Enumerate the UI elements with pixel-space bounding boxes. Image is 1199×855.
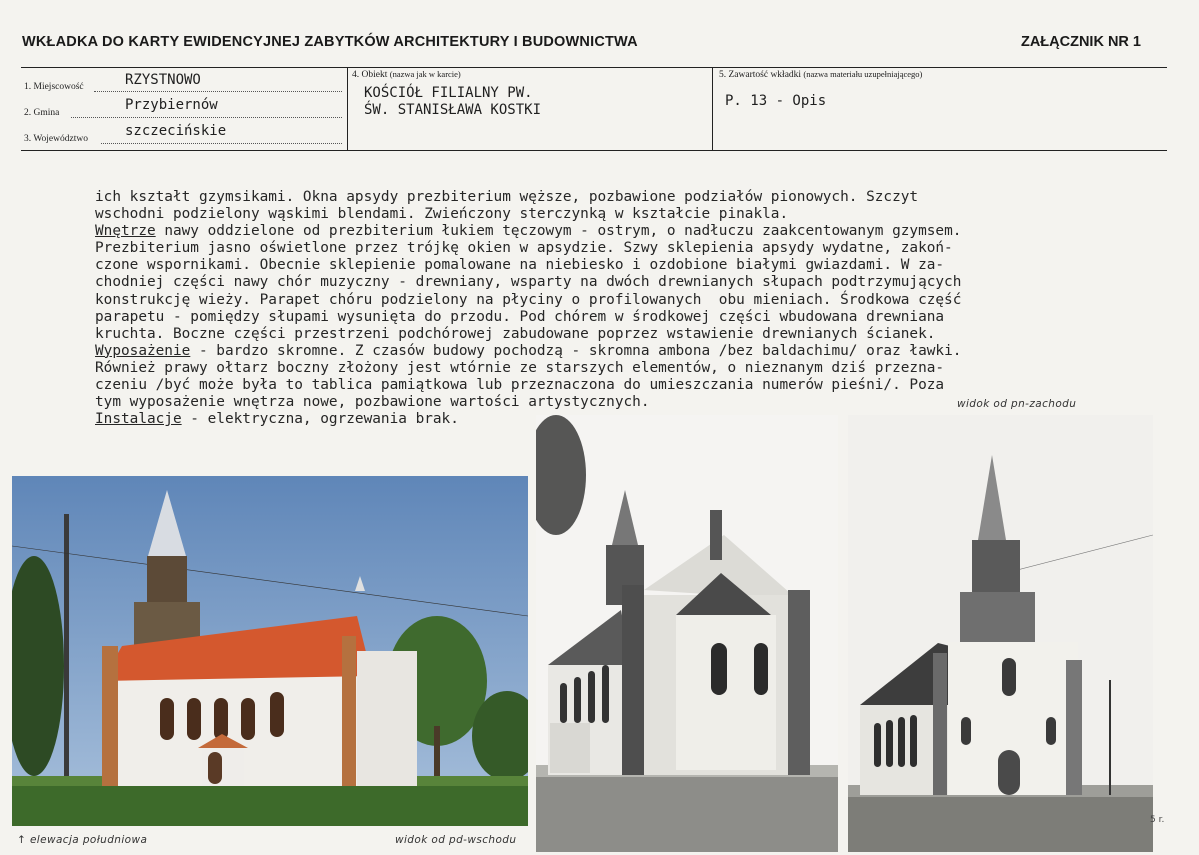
location-column [21, 68, 347, 150]
text-line: wschodni podzielony wąskimi blendami. Zwieńczony sterczynką w kształcie pinakla. [95, 206, 789, 223]
text-line: parapetu - pomiędzy słupami wysunięta do przodu. Pod chórem w środkowej części wbudowana drewniana [95, 308, 945, 325]
photo-southeast-view [536, 415, 838, 852]
miejscowosc-label: 1. Miejscowość [24, 82, 84, 92]
text-line: czone wspornikami. Obecnie sklepienie pomalowane na niebiesko i ozdobione białymi gwiazdami. W za- [95, 257, 945, 274]
caption-photo2: widok od pd-wschodu [395, 834, 517, 846]
text-line: chodniej części nawy chór muzyczny - drewniany, wsparty na dwóch drewnianych słupach podtrzymujących [95, 274, 962, 291]
text-line: Instalacje - elektryczna, ogrzewania brak. [95, 411, 459, 428]
text-line: ich kształt gzymsikami. Okna apsydy prezbiterium węższe, pozbawione podziałów pionowych. Szczyt [95, 189, 919, 205]
obiekt-header: 4. Obiekt (nazwa jak w karcie) [352, 69, 461, 80]
photo-south-elevation [12, 476, 528, 826]
section-heading-wnetrze: Wnętrze [95, 223, 156, 240]
miejscowosc-value: RZYSTNOWO [125, 72, 201, 88]
text-line: Również prawy ołtarz boczny złożony jest wtórnie ze starszych elementów, o nieznanym dziś przezna- [95, 359, 945, 376]
section-heading-wyposazenie: Wyposażenie [95, 342, 191, 359]
text-line: Wyposażenie - bardzo skromne. Z czasów budowy pochodzą - skromna ambona /bez baldachimu/ oraz ławki. [95, 342, 962, 359]
description-text [95, 189, 1155, 428]
section-heading-instalacje: Instalacje [95, 411, 182, 428]
text-line: kruchta. Boczne części przestrzeni podchórowej zabudowane poprzez wstawienie drewnianych ścianek. [95, 325, 936, 342]
document-title: WKŁADKA DO KARTY EWIDENCYJNEJ ZABYTKÓW ARCHITEKTURY I BUDOWNICTWA [22, 34, 638, 50]
text-line: Prezbiterium jasno oświetlone przez trójkę okien w apsydzie. Szwy sklepienia apsydy wydatne, zakoń- [95, 240, 953, 257]
form-header-row [21, 67, 1167, 151]
zawartosc-header: 5. Zawartość wkładki (nazwa materiału uzupełniającego) [719, 69, 923, 80]
zawartosc-value: P. 13 - Opis [725, 93, 827, 109]
annex-number: ZAŁĄCZNIK NR 1 [1020, 34, 1141, 50]
object-column [347, 68, 713, 150]
content-column [712, 68, 1168, 150]
text-line: Wnętrze nawy oddzielone od prezbiterium łukiem tęczowym - ostrym, o nadłuczu zaakcentowanym gzymsem. [95, 223, 962, 240]
photo-northwest-view [848, 415, 1153, 852]
text-line: czeniu /być może była to tablica pamiątkowa lub przeznaczona do umieszczania numerów pieśni/. Poza [95, 377, 945, 394]
page-number: 5 r. [1150, 815, 1165, 825]
obiekt-value-line1: KOŚCIÓŁ FILIALNY PW. [364, 85, 533, 101]
caption-photo1: ↑ elewacja południowa [17, 834, 148, 846]
wojewodztwo-value: szczecińskie [125, 123, 227, 139]
caption-photo3: widok od pn-zachodu [957, 398, 1077, 410]
text-line: konstrukcję wieży. Parapet chóru podzielony na płyciny o profilowanych obu mieniach. Środkowa część [95, 291, 962, 308]
wojewodztwo-label: 3. Województwo [24, 134, 88, 144]
text-line: tym wyposażenie wnętrza nowe, pozbawione wartości artystycznych. [95, 394, 650, 411]
obiekt-value-line2: ŚW. STANISŁAWA KOSTKI [364, 102, 542, 118]
gmina-label: 2. Gmina [24, 108, 60, 118]
gmina-value: Przybiernów [125, 97, 218, 113]
